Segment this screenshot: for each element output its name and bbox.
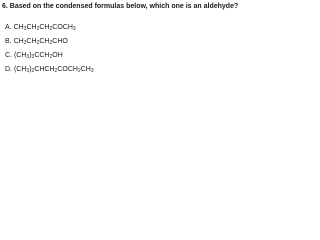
option-c [5,51,195,60]
option-formula: $(CH_3)_2CHCH_2COCH_2CH_3$ [13,66,94,74]
question-text: 6. Based on the condensed formulas below, which one is an aldehyde? [2,3,239,10]
option-formula: $CH_3CH_2CH_2CHO$ [13,38,68,46]
option-a [5,23,195,32]
option-label: C. [5,52,14,59]
option-d [5,65,195,74]
option-b [5,37,195,46]
option-label: A. [5,24,14,31]
option-label: B. [5,38,14,45]
option-formula: $(CH_3)_3CCH_2OH$ [13,52,63,60]
answer-options [5,23,195,79]
option-formula: $CH_3CH_2CH_2COCH_3$ [13,24,76,32]
option-label: D. [5,66,14,73]
